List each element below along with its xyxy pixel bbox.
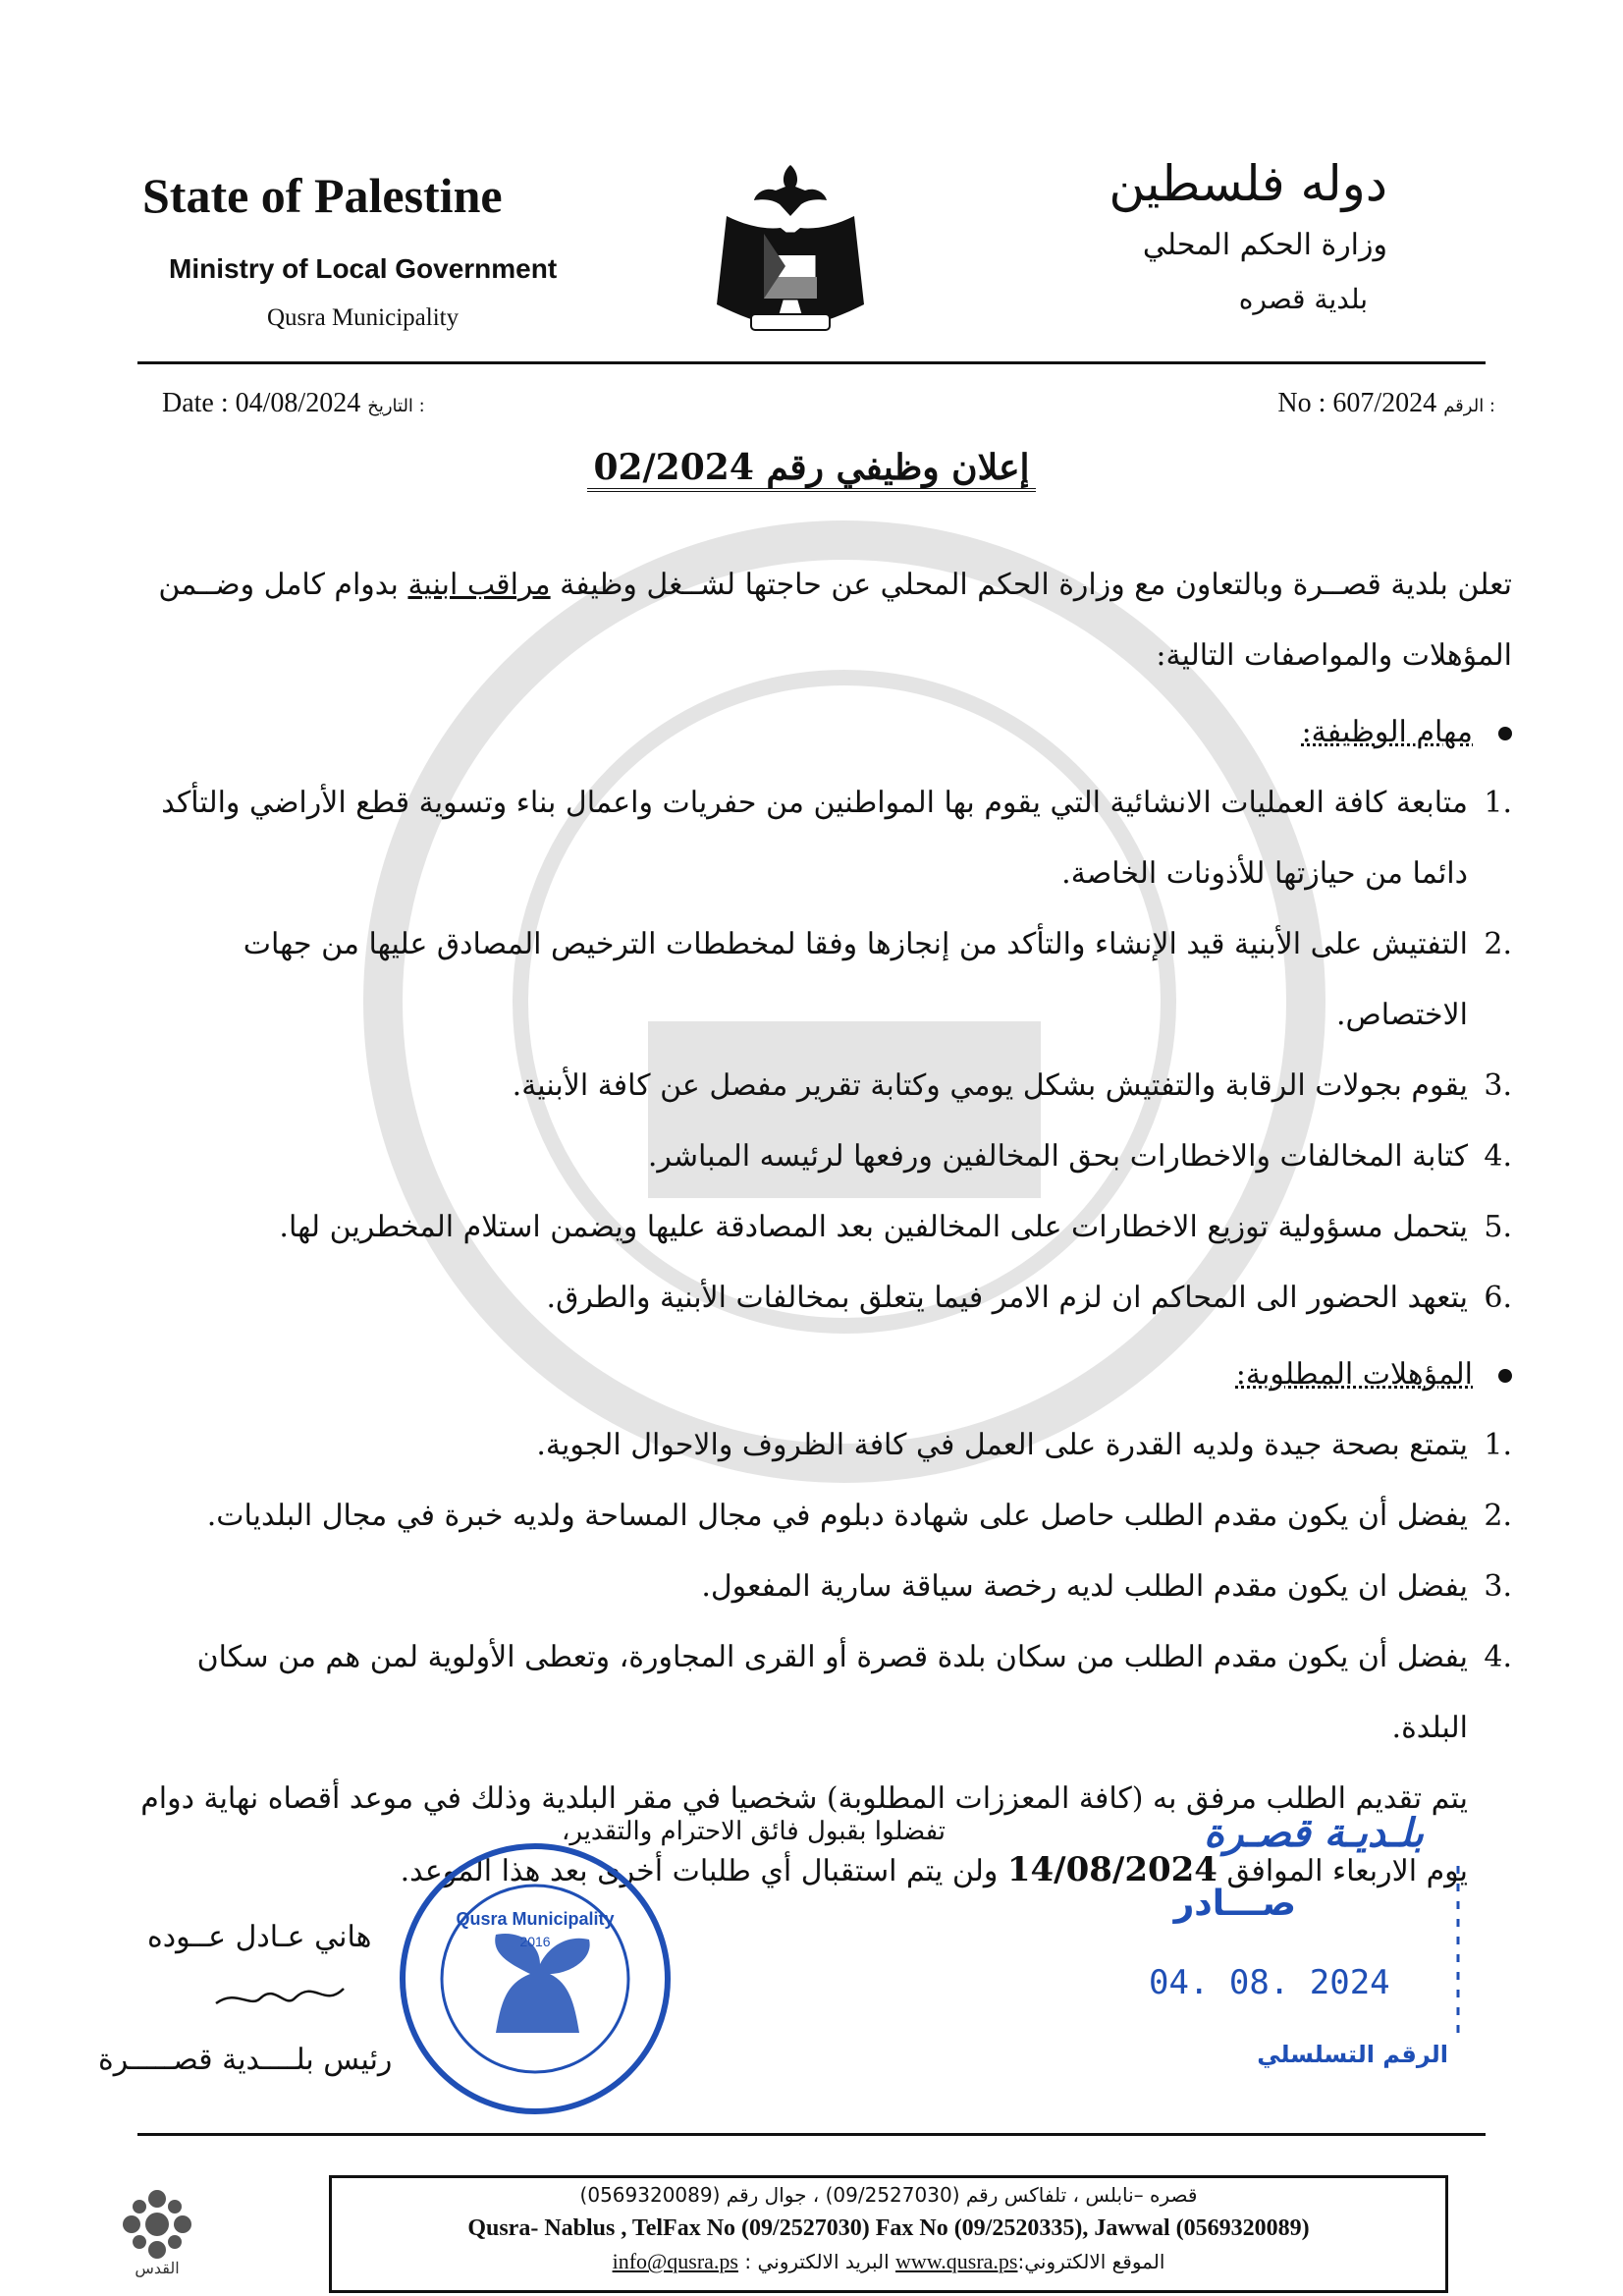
submission-end: ولن يتم استقبال أي طلبات أخرى بعد هذا الموعد. bbox=[400, 1854, 1007, 1888]
footer-web-line bbox=[332, 2245, 1445, 2278]
header-ar-title: دوله فلسطين bbox=[1109, 155, 1387, 212]
email-link[interactable]: info@qusra.ps bbox=[612, 2249, 738, 2273]
list-item: .6 يتعهد الحضور الى المحاكم ان لزم الامر فيما يتعلق بمخالفات الأبنية والطرق. bbox=[118, 1263, 1512, 1334]
header-divider bbox=[137, 361, 1486, 364]
handwritten-signature bbox=[196, 1969, 353, 2018]
duty-text: يتحمل مسؤولية توزيع الاخطارات على المخالفين بعد المصادقة عليها ويضمن استلام المخطرين لها. bbox=[279, 1210, 1468, 1244]
date-label-ar: التاريخ : bbox=[367, 396, 425, 416]
list-item: .2 التفتيش على الأبنية قيد الإنشاء والتأكد من إنجازها وفقا لمخططات الترخيص المصادق عليها من جهات الاختصاص. bbox=[118, 909, 1512, 1051]
header-en-municipality: Qusra Municipality bbox=[267, 304, 460, 331]
number-label: No : bbox=[1277, 388, 1326, 418]
footer-divider bbox=[137, 2133, 1486, 2136]
header-ar-ministry: وزارة الحكم المحلي bbox=[1142, 228, 1387, 262]
duty-text: متابعة كافة العمليات الانشائية التي يقوم بها المواطنين من حفريات واعمال بناء وتسوية قطع الأراضي والتأكد دائما من حيازتها للأذونات الخاصة. bbox=[161, 786, 1468, 891]
announcement-title-text: إعلان وظيفي رقم 02/2024 bbox=[587, 447, 1035, 492]
duties-label: مهام الوظيفة: bbox=[1301, 715, 1473, 749]
header-en-ministry: Ministry of Local Government bbox=[169, 253, 558, 284]
number-label-ar: الرقم : bbox=[1443, 396, 1495, 416]
duties-heading bbox=[118, 697, 1512, 768]
al-quds-logo-text: القدس bbox=[135, 2259, 180, 2277]
header-en-title: State of Palestine bbox=[142, 168, 503, 223]
closing-line: تفضلوا بقبول فائق الاحترام والتقدير، bbox=[561, 1817, 946, 1846]
outgoing-stamp bbox=[1001, 1807, 1473, 2111]
intro-paragraph bbox=[118, 550, 1512, 691]
outgoing-stamp-serial: الرقم التسلسلي bbox=[1257, 2041, 1448, 2068]
duty-text: كتابة المخالفات والاخطارات بحق المخالفين ورفعها لرئيسه المباشر. bbox=[647, 1139, 1468, 1174]
intro-end: بدوام كامل وضــمن المؤهلات والمواصفات التالية: bbox=[158, 568, 1512, 673]
list-item: .4 كتابة المخالفات والاخطارات بحق المخالفين ورفعها لرئيسه المباشر. bbox=[118, 1121, 1512, 1192]
outgoing-stamp-title: بلـديـة قصـرة bbox=[1204, 1811, 1424, 1856]
duty-text: يتعهد الحضور الى المحاكم ان لزم الامر فيما يتعلق بمخالفات الأبنية والطرق. bbox=[546, 1281, 1468, 1315]
list-item: .2 يفضل أن يكون مقدم الطلب حاصل على شهادة دبلوم في مجال المساحة ولديه خبرة في مجال البلديات. bbox=[118, 1481, 1512, 1552]
footer-contact-box bbox=[329, 2175, 1448, 2293]
duty-text: يقوم بجولات الرقابة والتفتيش بشكل يومي وكتابة تقرير مفصل عن كافة الأبنية. bbox=[512, 1068, 1468, 1103]
announcement-title bbox=[0, 447, 1623, 488]
number-line bbox=[1277, 388, 1495, 419]
outgoing-stamp-date: 04. 08. 2024 bbox=[1149, 1963, 1390, 2002]
qualification-text: يفضل ان يكون مقدم الطلب لديه رخصة سياقة سارية المفعول. bbox=[701, 1569, 1468, 1604]
deadline: 14/08/2024 bbox=[1006, 1850, 1217, 1889]
signatory-name: هاني عـادل عــوده bbox=[147, 1920, 372, 1954]
footer-english-line: Qusra- Nablus , TelFax No (09/2527030) Fax No (09/2520335), Jawwal (0569320089) bbox=[467, 2215, 1310, 2241]
palestine-eagle-emblem bbox=[707, 157, 874, 344]
submission-start: يتم تقديم الطلب مرفق به (كافة المعززات المطلوبة) شخصيا في مقر البلدية وذلك في موعد أقصاه نهاية دوام يوم الاربعاء الموافق bbox=[140, 1781, 1468, 1888]
list-item: .5 يتحمل مسؤولية توزيع الاخطارات على المخالفين بعد المصادقة عليها ويضمن استلام المخطرين لها. bbox=[118, 1192, 1512, 1263]
list-item: .4 يفضل أن يكون مقدم الطلب من سكان بلدة قصرة أو القرى المجاورة، وتعطى الأولوية لمن هم من سكان البلدة. bbox=[118, 1622, 1512, 1764]
intro-start: تعلن بلدية قصــرة وبالتعاون مع وزارة الحكم المحلي عن حاجتها لشــغل وظيفة bbox=[550, 568, 1512, 602]
bullet-icon bbox=[1498, 727, 1512, 740]
website-link[interactable]: www.qusra.ps bbox=[895, 2249, 1018, 2273]
qualification-text: يفضل أن يكون مقدم الطلب من سكان بلدة قصرة أو القرى المجاورة، وتعطى الأولوية لمن هم من سكان البلدة. bbox=[196, 1640, 1468, 1745]
round-stamp bbox=[393, 1836, 677, 2121]
round-stamp-year: 2016 bbox=[519, 1934, 551, 1949]
qualification-text: يتمتع بصحة جيدة ولديه القدرة على العمل في كافة الظروف والاحوال الجوية. bbox=[536, 1428, 1468, 1462]
qualifications-heading bbox=[118, 1339, 1512, 1410]
date-label: Date : bbox=[162, 388, 229, 418]
footer-arabic-line: قصره –نابلس ، تلفاكس رقم (09/2527030) ، جوال رقم (0569320089) bbox=[579, 2183, 1198, 2207]
bullet-icon bbox=[1498, 1369, 1512, 1383]
qualification-text: يفضل أن يكون مقدم الطلب حاصل على شهادة دبلوم في مجال المساحة ولديه خبرة في مجال البلديات. bbox=[206, 1499, 1468, 1533]
date-line bbox=[162, 388, 425, 419]
outgoing-stamp-sub: صـــادر bbox=[1173, 1884, 1296, 1924]
web-label: الموقع الالكتروني: bbox=[1017, 2250, 1165, 2273]
header-ar-municipality: بلدية قصره bbox=[1238, 283, 1368, 315]
duty-text: التفتيش على الأبنية قيد الإنشاء والتأكد من إنجازها وفقا لمخططات الترخيص المصادق عليها من جهات الاختصاص. bbox=[243, 927, 1468, 1032]
date-value: 04/08/2024 bbox=[235, 388, 361, 418]
round-stamp-text: Qusra Municipality bbox=[456, 1909, 615, 1929]
list-item: .3 يفضل ان يكون مقدم الطلب لديه رخصة سياقة سارية المفعول. bbox=[118, 1552, 1512, 1622]
email-label: البريد الالكتروني : bbox=[744, 2250, 890, 2273]
number-value: 607/2024 bbox=[1332, 388, 1437, 418]
announcement-body bbox=[118, 550, 1512, 1907]
job-title: مراقب ابنية bbox=[407, 568, 551, 602]
signatory-title: رئيس بلــــدية قصـــــرة bbox=[98, 2043, 393, 2077]
list-item: .3 يقوم بجولات الرقابة والتفتيش بشكل يومي وكتابة تقرير مفصل عن كافة الأبنية. bbox=[118, 1051, 1512, 1121]
qualifications-label: المؤهلات المطلوبة: bbox=[1235, 1357, 1473, 1392]
list-item: .1 متابعة كافة العمليات الانشائية التي يقوم بها المواطنين من حفريات واعمال بناء وتسوية قطع الأراضي والتأكد دائما من حيازتها للأذونات الخاصة. bbox=[118, 768, 1512, 909]
list-item: .1 يتمتع بصحة جيدة ولديه القدرة على العمل في كافة الظروف والاحوال الجوية. bbox=[118, 1410, 1512, 1481]
